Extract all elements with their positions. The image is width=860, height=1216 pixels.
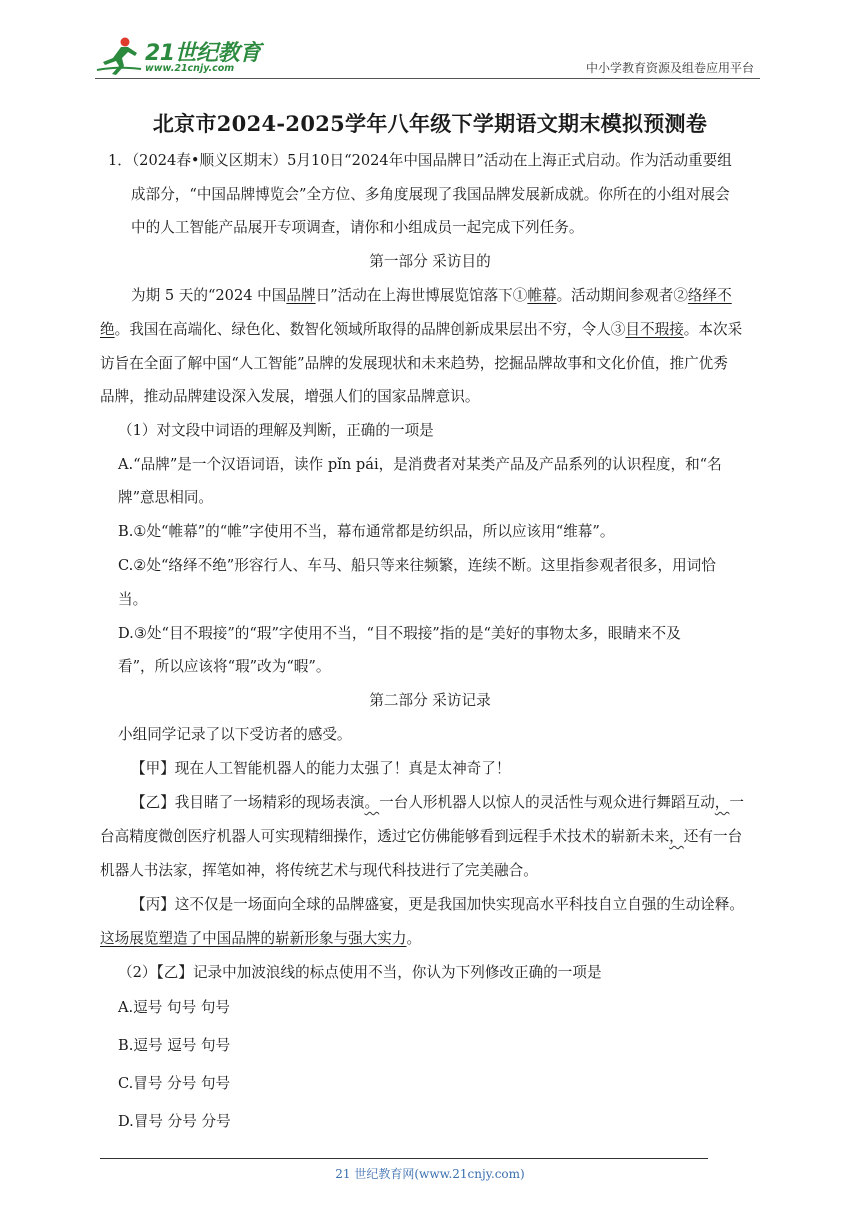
site-logo[interactable]	[95, 36, 265, 76]
text-span: 。本次采	[683, 321, 743, 338]
text-span: 。我国在高端化、绿色化、数智化领域所取得的品牌创新成果层出不穷，令人③	[114, 321, 626, 338]
part1-line-2	[100, 320, 742, 340]
intro-line-1: 1．（2024春•顺义区期末）5月10日“2024年中国品牌日”活动在上海正式启动。作为活动重要组	[108, 152, 732, 169]
runner-logo-icon	[95, 36, 143, 76]
logo-url: www.21cnjy.com	[145, 63, 235, 74]
q2-option-b[interactable]: B.逗号 逗号 句号	[118, 1037, 231, 1054]
q2-stem: （2）【乙】记录中加波浪线的标点使用不当，你认为下列修改正确的一项是	[118, 964, 602, 981]
record-bing-line-2	[100, 929, 421, 949]
q2-option-a[interactable]: A.逗号 句号 句号	[118, 999, 231, 1016]
record-jia: 【甲】现在人工智能机器人的能力太强了！真是太神奇了！	[131, 760, 511, 777]
part1-line-3: 访旨在全面了解中国“人工智能”品牌的发展现状和未来趋势，挖掘品牌故事和文化价值，推广优秀	[100, 355, 728, 372]
part1-line-1	[131, 286, 732, 306]
text-span: 【乙】我目睹了一场精彩的现场表演	[131, 794, 365, 811]
part1-title: 第一部分 采访目的	[369, 253, 491, 270]
text-span: 还有一台	[683, 828, 743, 845]
footer-link[interactable]: 21 世纪教育网(www.21cnjy.com)	[335, 1167, 525, 1181]
record-bing-line-1: 【丙】这不仅是一场面向全球的品牌盛宴，更是我国加快实现高水平科技自立自强的生动诠释。	[131, 896, 744, 913]
page-header	[95, 30, 760, 80]
wavy-punctuation: ，	[714, 794, 730, 811]
record-yi-line-2	[100, 827, 742, 847]
record-yi-line-3: 机器人书法家，挥笔如神，将传统艺术与现代科技进行了完美融合。	[100, 862, 538, 879]
platform-name: 中小学教育资源及组卷应用平台	[585, 61, 754, 75]
q1-option-a-line-1[interactable]: A.“品牌”是一个汉语词语，读作 pǐn pái，是消费者对某类产品及产品系列的认识程度，和“名	[118, 456, 722, 473]
part2-intro: 小组同学记录了以下受访者的感受。	[118, 726, 352, 743]
logo-text: 21世纪教育	[145, 41, 261, 66]
q1-option-c-line-1[interactable]: C.②处“络绎不绝”形容行人、车马、船只等来往频繁，连续不断。这里指参观者很多，用词恰	[118, 557, 716, 574]
underlined-word: 帷幕	[527, 287, 557, 304]
q1-option-b[interactable]: B.①处“帷幕”的“帷”字使用不当，幕布通常都是纺织品，所以应该用“维幕”。	[118, 523, 615, 540]
part2-title: 第二部分 采访记录	[369, 692, 491, 709]
wavy-punctuation: 。	[364, 794, 380, 811]
q2-option-d[interactable]: D.冒号 分号 分号	[118, 1113, 231, 1130]
q1-option-d-line-1[interactable]: D.③处“目不瑕接”的“瑕”字使用不当，“目不瑕接”指的是“美好的事物太多，眼睛来不及	[118, 625, 681, 642]
q2-option-c[interactable]: C.冒号 分号 句号	[118, 1075, 231, 1092]
part1-line-4: 品牌，推动品牌建设深入发展，增强人们的国家品牌意识。	[100, 388, 480, 405]
underlined-sentence: 这场展览塑造了中国品牌的崭新形象与强大实力	[100, 930, 407, 947]
text-span: 一台人形机器人以惊人的灵活性与观众进行舞蹈互动	[379, 794, 715, 811]
text-span: 台高精度微创医疗机器人可实现精细操作，透过它仿佛能够看到远程手术技术的崭新未来	[100, 828, 670, 845]
intro-line-3: 中的人工智能产品展开专项调查，请你和小组成员一起完成下列任务。	[131, 219, 584, 236]
header-divider	[95, 78, 760, 79]
exam-title: 北京市2024-2025学年八年级下学期语文期末模拟预测卷	[152, 111, 708, 136]
q1-stem: （1）对文段中词语的理解及判断，正确的一项是	[118, 422, 434, 439]
intro-line-2: 成部分，“中国品牌博览会”全方位、多角度展现了我国品牌发展新成就。你所在的小组对展会	[131, 186, 730, 203]
q1-option-a-line-2[interactable]: 牌”意思相同。	[118, 489, 214, 506]
text-span: 。	[406, 930, 422, 947]
wavy-punctuation: ，	[669, 828, 684, 845]
underlined-word: 目不瑕接	[625, 321, 684, 338]
footer-divider	[100, 1158, 708, 1159]
text-span: 一	[729, 794, 745, 811]
underlined-word: 络绎不	[687, 287, 732, 304]
record-yi-line-1	[131, 793, 744, 813]
text-span: 。活动期间参观者②	[556, 287, 688, 304]
q1-option-c-line-2[interactable]: 当。	[118, 591, 148, 608]
text-span: 为期 5 天的“2024 中国	[131, 287, 287, 304]
q1-option-d-line-2[interactable]: 看”，所以应该将“瑕”改为“暇”。	[118, 658, 331, 675]
underlined-word: 绝	[100, 321, 115, 338]
underlined-word: 品牌	[286, 287, 316, 304]
text-span: 日”活动在上海世博展览馆落下①	[315, 287, 528, 304]
